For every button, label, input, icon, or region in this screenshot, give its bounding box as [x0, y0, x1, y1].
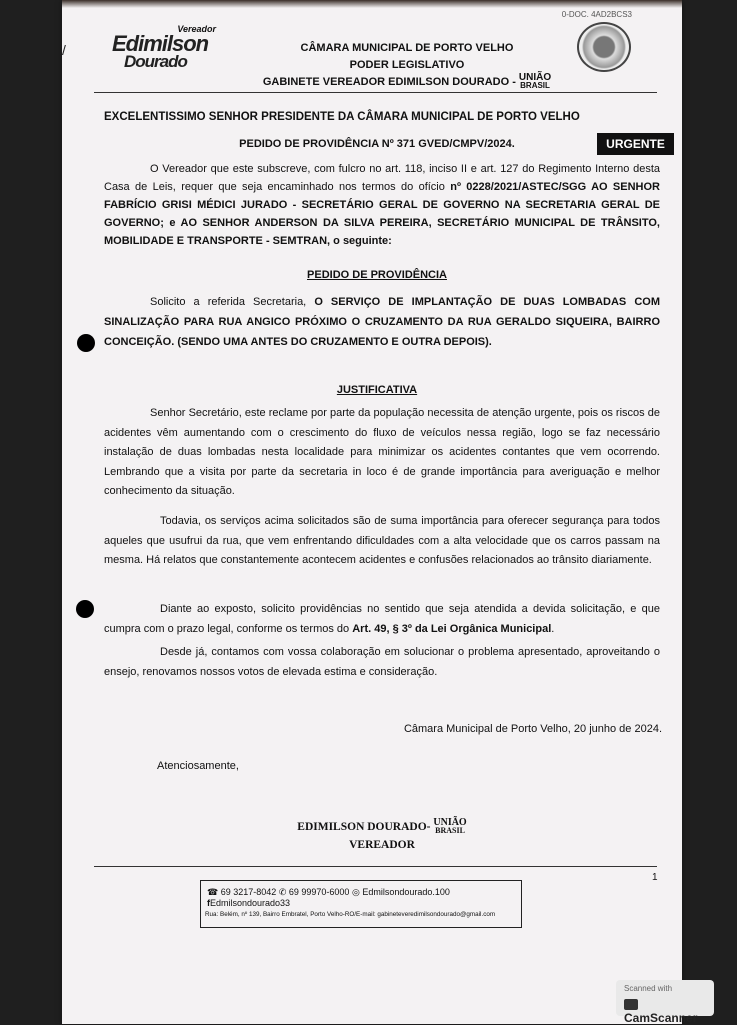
vereador-logo	[112, 24, 222, 70]
contact-footer	[200, 880, 522, 928]
letterhead-line3	[242, 74, 572, 91]
punch-hole	[77, 334, 95, 352]
section-justification-title: JUSTIFICATIVA	[336, 384, 418, 396]
document-page	[62, 0, 682, 1024]
signature-role: VEREADOR	[349, 839, 415, 851]
signature-name: EDIMILSON DOURADO-	[297, 821, 431, 833]
party-logo-signature	[433, 819, 466, 835]
facebook-icon: f	[207, 898, 210, 908]
party-logo	[519, 74, 551, 90]
justification-p4: Desde já, contamos com vossa colaboração em solucionar o problema apresentado, aproveitando o ensejo, renovamos nossos votos de elevada estima e consideração.	[104, 646, 660, 678]
phone-icon: ☎	[207, 887, 219, 897]
place-date: Câmara Municipal de Porto Velho, 20 junho de 2024.	[403, 723, 662, 735]
logo-vereador-text: Vereador	[177, 24, 216, 34]
footer-divider	[94, 866, 657, 867]
letterhead	[242, 40, 572, 91]
margin-mark: /	[62, 42, 66, 58]
chamber-seal-icon	[577, 22, 631, 72]
instagram-handle: Edmilsondourado.100	[362, 887, 450, 897]
intro-paragraph	[104, 160, 660, 250]
punch-hole	[76, 600, 94, 618]
justification-p3	[104, 600, 660, 639]
urgent-badge: URGENTE	[597, 133, 674, 155]
logo-name-line1: Edimilson	[112, 31, 209, 56]
phone-2: 69 99970-6000	[288, 887, 350, 897]
party-top-signature: UNIÃO	[433, 817, 467, 829]
camscanner-icon	[624, 999, 638, 1010]
whatsapp-icon: ✆	[278, 887, 287, 897]
signature-block	[292, 818, 472, 854]
party-bottom-signature: BRASIL	[435, 826, 465, 836]
instagram-icon: ◎	[351, 887, 360, 897]
intro-bold-text: nº 0228/2021/ASTEC/SGG AO SENHOR FABRÍCIO GRISI MÉDICI JURADO - SECRETÁRIO GERAL DE GOVERNO NA SECRETARIA GERAL DE GOVERNO; e AO SENHOR ANDERSON DA SILVA PEREIRA, SECRETÁRIO MUNICIPAL DE TRÂNSITO, MOBILIDADE E TRANSPORTE - SEMTRAN, o seguinte:	[104, 181, 660, 247]
request-paragraph	[104, 292, 660, 352]
signature-name-line	[292, 818, 472, 836]
party-top: UNIÃO	[518, 72, 552, 84]
party-bottom: BRASIL	[520, 81, 550, 91]
scan-edge	[62, 0, 682, 8]
camscanner-watermark	[616, 980, 714, 1025]
request-text: Solicito a referida Secretaria,	[150, 296, 315, 308]
phone-1: 69 3217-8042	[220, 887, 277, 897]
legal-reference: Art. 49, § 3º da Lei Orgânica Municipal	[352, 622, 552, 635]
intro-text: O Vereador que este subscreve, com fulcro no art. 118, inciso II e art. 127 do Regimento Interno desta Casa de Leis, requer que seja encaminhado nos termos do ofício	[104, 163, 660, 193]
scanner-line1: Scanned with	[624, 984, 673, 993]
letterhead-line2: PODER LEGISLATIVO	[349, 59, 465, 71]
header-divider	[94, 92, 657, 93]
scanner-line2: CamScanner	[624, 1011, 698, 1025]
addressee: EXCELENTISSIMO SENHOR PRESIDENTE DA CÂMARA MUNICIPAL DE PORTO VELHO	[104, 111, 580, 123]
scanner-brand	[624, 997, 714, 1025]
request-bold-text: O SERVIÇO DE IMPLANTAÇÃO DE DUAS LOMBADAS COM SINALIZAÇÃO PARA RUA ANGICO PRÓXIMO O CRUZAMENTO DA RUA GERALDO SIQUEIRA, BAIRRO CONCEIÇÃO. (SENDO UMA ANTES DO CRUZAMENTO E OUTRA DEPOIS).	[104, 296, 660, 348]
document-reference: 0-DOC. 4AD2BCS3	[561, 10, 632, 19]
justification-p3-text: Diante ao exposto, solicito providências no sentido que seja atendida a devida solicitação, e que cumpra com o prazo legal, conforme os termos do	[104, 603, 660, 635]
address-line: Rua: Belém, nº 139, Bairro Embratel, Porto Velho-RO/E-mail: gabineteveredimilsondourado@gmail.com	[205, 911, 496, 918]
request-title: PEDIDO DE PROVIDÊNCIA Nº 371 GVED/CMPV/2024.	[239, 138, 515, 150]
contact-row	[207, 887, 521, 908]
facebook-handle: Edmilsondourado33	[210, 898, 291, 908]
letterhead-line3-text: GABINETE VEREADOR EDIMILSON DOURADO -	[262, 76, 516, 88]
closing: Atenciosamente,	[157, 760, 239, 772]
justification-p2: Todavia, os serviços acima solicitados são de suma importância para oferecer segurança para todos aqueles que usufrui da rua, que vem enfrentando dificuldades com a alta velocidade que os carros passam na mesma. Há relatos que constantemente acontecem acidentes e confusões relacionados ao trânsito diariamente.	[104, 515, 660, 566]
justification-p3-end: .	[551, 622, 555, 635]
section-request-title: PEDIDO DE PROVIDÊNCIA	[307, 269, 447, 281]
page-number: 1	[652, 872, 658, 883]
logo-name-line2: Dourado	[124, 52, 187, 71]
justification-p1: Senhor Secretário, este reclame por parte da população necessita de atenção urgente, pois os riscos de acidentes vêm aumentando com o crescimento do fluxo de veículos nessa região, logo se faz necessário instalação de duas lombadas nesta localidade para minimizar os acidentes contantes que vem ocorrendo. Lembrando que a visita por parte da secretaria in loco é de grande importância para averiguação e melhor conhecimento da situação.	[104, 407, 660, 497]
letterhead-line1: CÂMARA MUNICIPAL DE PORTO VELHO	[300, 42, 514, 54]
